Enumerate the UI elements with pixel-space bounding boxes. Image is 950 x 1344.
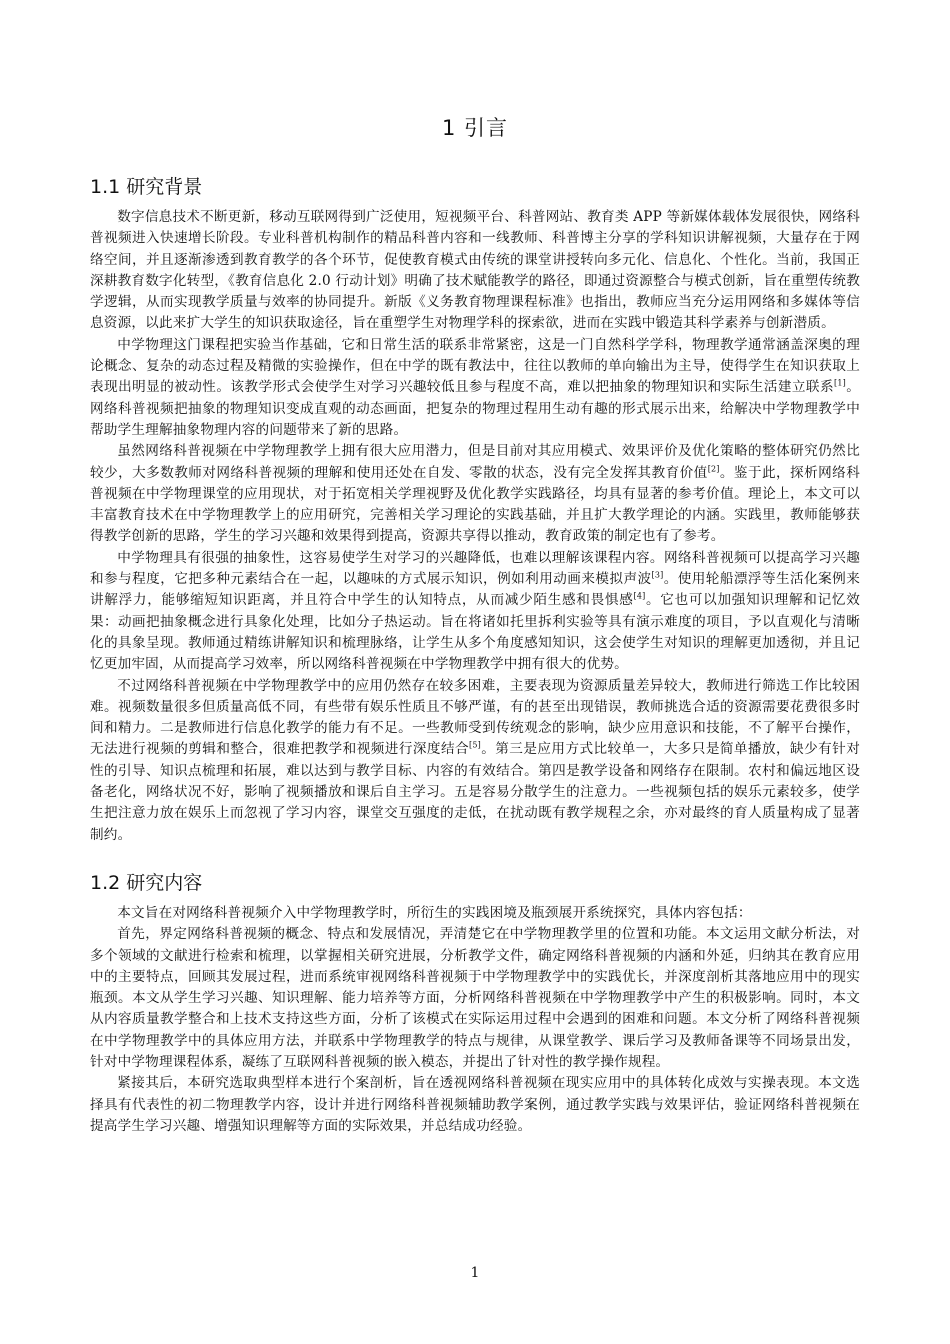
document-page: [90, 112, 860, 1137]
page-number: 1: [470, 1265, 480, 1281]
section-title: 1.1 研究背景: [90, 176, 203, 198]
paragraph-text: 。第三是应用方式比较单一，大多只是简单播放，缺少有针对性的引导、知识点梳理和拓展，难以达到与教学目标、内容的有效结合。第四是教学设备和网络存在限制。农村和偏远地区设备老化，网络状况不好，影响了视频播放和课后自主学习。五是容易分散学生的注意力。一些视频包括的娱乐元素较多，使学生把注意力放在娱乐上而忽视了学习内容，课堂交互强度的走低，在扰动既有教学规程之余，亦对最终的育人质量构成了显著制约。: [90, 741, 860, 843]
paragraph-text: 不过网络科普视频在中学物理教学中的应用仍然存在较多困难，主要表现为资源质量差异较大，教师进行筛选工作比较困难。视频数量很多但质量高低不同，有些带有娱乐性质且不够严谨，有的甚至出现错误，教师挑选合适的资源需要花费很多时间和精力。二是教师进行信息化教学的能力有不足。一些教师受到传统观念的影响，缺少应用意识和技能，不了解平台操作，无法进行视频的剪辑和整合，很难把教学和视频进行深度结合: [90, 677, 860, 758]
paragraph: [90, 676, 860, 846]
citation-marker: [1]: [834, 378, 846, 388]
paragraph-text: 。网络科普视频把抽象的物理知识变成直观的动态画面，把复杂的物理过程用生动有趣的形式展示出来，给解决中学物理教学中帮助学生理解抽象物理内容的问题带来了新的思路。: [90, 379, 860, 438]
paragraph-text: 虽然网络科普视频在中学物理教学上拥有很大应用潜力，但是目前对其应用模式、效果评价及优化策略的整体研究仍然比较少，大多数教师对网络科普视频的理解和使用还处在自发、零散的状态，没有完全发挥其教育价值: [90, 443, 860, 481]
paragraph-text: 本文旨在对网络科普视频介入中学物理教学时，所衍生的实践困境及瓶颈展开系统探究，具体内容包括：: [117, 904, 752, 921]
paragraph: [90, 441, 860, 547]
paragraph-text: 数字信息技术不断更新，移动互联网得到广泛使用，短视频平台、科普网站、教育类 APP 等新媒体载体发展很快，网络科普视频进入快速增长阶段。专业科普机构制作的精品科普内容和一线教师、科普博主分享的学科知识讲解视频，大量存在于网络空间，并且逐渐渗透到教育教学的各个环节，促使教育模式由传统的课堂讲授转向多元化、信息化、个性化。当前，我国正深耕教育数字化转型，《教育信息化 2.0 行动计划》明确了技术赋能教学的路径，即通过资源整合与模式创新，旨在重塑传统教学逻辑，从而实现教学质量与效率的协同提升。新版《义务教育物理课程标准》也指出，教师应当充分运用网络和多媒体等信息资源，以此来扩大学生的知识获取途径，旨在重塑学生对物理学科的探索欲，进而在实践中锻造其科学素养与创新潜质。: [90, 209, 860, 332]
paragraph: [90, 903, 860, 924]
citation-marker: [3]: [651, 570, 664, 580]
paragraph-text: 紧接其后，本研究选取典型样本进行个案剖析，旨在透视网络科普视频在现实应用中的具体转化成效与实操表现。本文选择具有代表性的初二物理教学内容，设计并进行网络科普视频辅助教学案例，通过教学实践与效果评估，验证网络科普视频在提高学生学习兴趣、增强知识理解等方面的实际效果，并总结成功经验。: [90, 1075, 860, 1134]
citation-marker: [5]: [469, 740, 481, 750]
paragraph-text: 中学物理这门课程把实验当作基础，它和日常生活的联系非常紧密，这是一门自然科学学科，物理教学通常涵盖深奥的理论概念、复杂的动态过程及精微的实验操作，但在中学的既有教法中，往往以教师的单向输出为主导，使得学生在知识获取上表现出明显的被动性。该教学形式会使学生对学习兴趣较低且参与程度不高，难以把抽象的物理知识和实际生活建立联系: [90, 336, 860, 396]
paragraph: [90, 335, 860, 441]
paragraph-text: 。它也可以加强知识理解和记忆效果：动画把抽象概念进行具象化处理，比如分子热运动。旨在将诸如托里拆利实验等具有演示难度的项目，予以直观化与清晰化的具象呈现。教师通过精练讲解知识和梳理脉络，让学生从多个角度感知知识，这会使学生对知识的理解更加透彻，并且记忆更加牢固，从而提高学习效率，所以网络科普视频在中学物理教学中拥有很大的优势。: [90, 592, 860, 673]
paragraph: [90, 1073, 860, 1137]
citation-marker: [2]: [707, 464, 720, 474]
paragraph-text: 首先，界定网络科普视频的概念、特点和发展情况，弄清楚它在中学物理教学里的位置和功能。本文运用文献分析法，对多个领域的文献进行检索和梳理，以掌握相关研究进展，分析教学文件，确定网络科普视频的内涵和外延，归纳其在教育应用中的主要特点，回顾其发展过程，进而系统审视网络科普视频于中学物理教学中的实践优长，并深度剖析其落地应用中的现实瓶颈。本文从学生学习兴趣、知识理解、能力培养等方面，分析网络科普视频在中学物理教学中产生的积极影响。同时，本文从内容质量教学整合和上技术支持这些方面，分析了该模式在实际运用过程中会遇到的困难和问题。本文分析了网络科普视频在中学物理教学中的具体应用方法，并联系中学物理教学的特点与规律，从课堂教学、课后学习及教师备课等不同场景出发，针对中学物理课程体系，凝练了互联网科普视频的嵌入模态，并提出了针对性的教学操作规程。: [90, 926, 860, 1070]
chapter-title: 1 引言: [441, 116, 509, 140]
paragraph-text: 。鉴于此，探析网络科普视频在中学物理课堂的应用现状，对于拓宽相关学理视野及优化教学实践路径，均具有显著的参考价值。理论上，本文可以丰富教育技术在中学物理教学上的应用研究，完善相关学习理论的实践基础，并且扩大教学理论的内涵。实践里，教师能够获得教学创新的思路，学生的学习兴趣和效果得到提高，资源共享得以推动，教育政策的制定也有了参考。: [90, 464, 861, 545]
document-body: [90, 172, 860, 1137]
paragraph-text: 。使用轮船漂浮等生活化案例来讲解浮力，能够缩短知识距离，并且符合中学生的认知特点，从而减少陌生感和畏惧感: [90, 571, 860, 609]
paragraph: [90, 548, 860, 676]
citation-marker: [4]: [633, 591, 646, 601]
paragraph-text: 中学物理具有很强的抽象性，这容易使学生对学习的兴趣降低，也难以理解该课程内容。网络科普视频可以提高学习兴趣和参与程度，它把多种元素结合在一起，以趣味的方式展示知识，例如利用动画来模拟声波: [90, 549, 860, 588]
section-title: 1.2 研究内容: [90, 871, 203, 894]
paragraph: [90, 924, 860, 1073]
paragraph: [90, 207, 860, 335]
